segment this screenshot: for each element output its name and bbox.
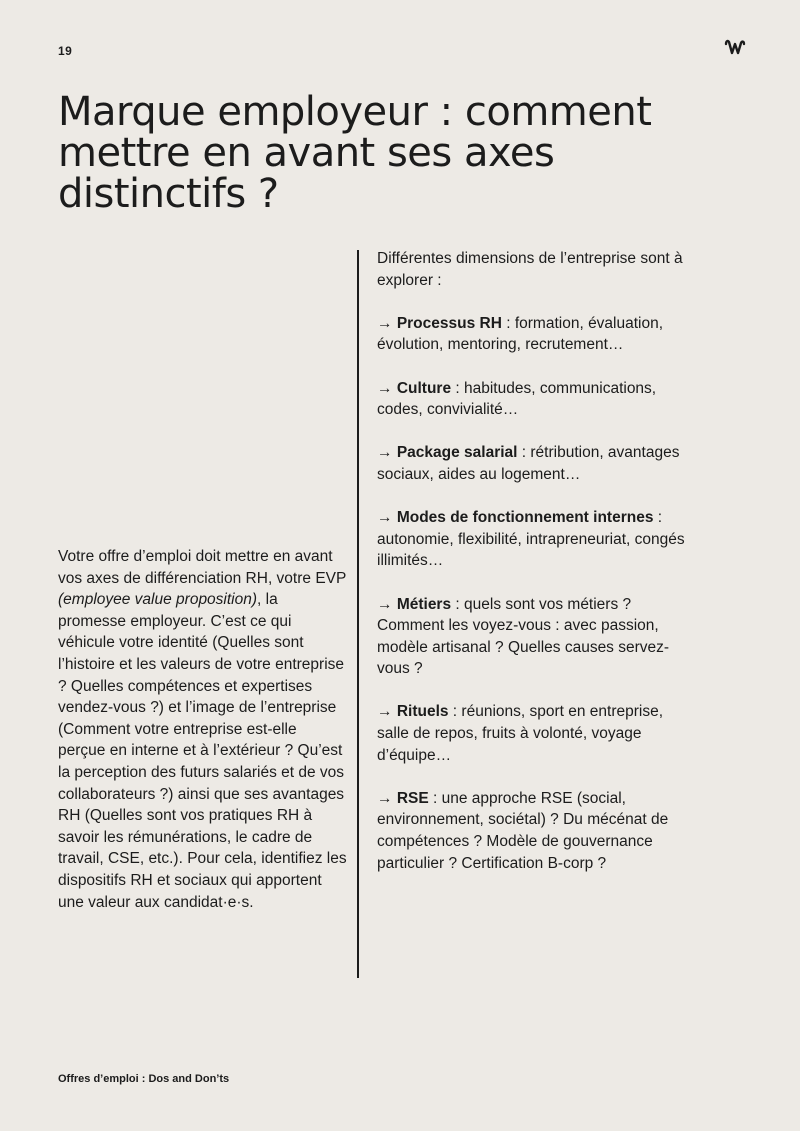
dimension-text: : réunions, sport en entreprise, salle de repos, fruits à volonté, voyage d’équipe…	[377, 703, 664, 764]
dimension-item	[377, 594, 697, 680]
dimensions-intro: Différentes dimensions de l’entreprise sont à explorer :	[377, 250, 683, 289]
dimension-label: Package salarial	[396, 444, 518, 462]
w-brand-logo-icon	[724, 38, 746, 58]
evp-paragraph	[58, 546, 348, 913]
title-line: Marque employeur : comment	[58, 89, 652, 135]
dimension-item	[377, 313, 697, 356]
evp-text-end: , la promesse employeur. C’est ce qui véhicule votre identité (Quelles sont l’histoire et les valeurs de votre entreprise ? Quelles compétences et expertises vendez-vous ?) et l’image de l’entreprise (Comment votre entreprise est-elle perçue en interne et à l’extérieur ? Qu’est la perception des futurs salariés et de vos collaborateurs ?) ainsi que ses avantages RH (Quelles sont vos pratiques RH à savoir les rémunérations, le cadre de travail, CSE, etc.). Pour cela, identifiez les dispositifs RH et sociaux qui apportent une valeur aux candidat·e·s.	[58, 591, 347, 911]
dimension-label: Culture	[396, 379, 452, 397]
dimension-text: : autonomie, flexibilité, intrapreneuriat, congés illimités…	[377, 509, 685, 570]
dimension-text: : rétribution, avantages sociaux, aides au logement…	[377, 444, 680, 483]
arrow-icon: →	[377, 509, 393, 527]
dimension-item	[377, 378, 697, 421]
evp-text-start: Votre offre d’emploi doit mettre en avant vos axes de différenciation RH, votre EVP	[58, 548, 347, 587]
page-title	[58, 89, 698, 217]
dimension-label: RSE	[396, 789, 429, 807]
dimension-text: : quels sont vos métiers ? Comment les voyez-vous : avec passion, modèle artisanal ? Quelles causes servez-vous ?	[377, 595, 670, 678]
title-line: mettre en avant ses axes	[58, 130, 555, 176]
arrow-icon: →	[377, 314, 393, 332]
dimension-item	[377, 788, 697, 874]
left-column	[58, 546, 348, 913]
dimension-label: Métiers	[396, 595, 452, 613]
dimension-text: : habitudes, communications, codes, convivialité…	[377, 379, 657, 419]
arrow-icon: →	[377, 789, 393, 807]
document-footer: Offres d’emploi : Dos and Don’ts	[58, 1073, 230, 1085]
dimension-text: : formation, évaluation, évolution, mentoring, recrutement…	[377, 314, 664, 354]
dimension-label: Modes de fonctionnement internes	[396, 509, 654, 527]
arrow-icon: →	[377, 595, 393, 613]
arrow-icon: →	[377, 703, 393, 721]
dimension-label: Processus RH	[396, 314, 502, 332]
right-column	[377, 248, 697, 896]
column-divider	[357, 250, 359, 978]
title-line: distinctifs ?	[58, 171, 279, 217]
evp-italic: (employee value proposition)	[58, 591, 258, 609]
dimension-label: Rituels	[396, 703, 449, 721]
dimension-text: : une approche RSE (social, environnement, sociétal) ? Du mécénat de compétences ? Modèle de gouvernance particulier ? Certification B-corp ?	[377, 789, 669, 872]
dimension-item	[377, 442, 697, 485]
arrow-icon: →	[377, 379, 393, 397]
dimension-item	[377, 701, 697, 766]
dimension-item	[377, 507, 697, 572]
arrow-icon: →	[377, 444, 393, 462]
page-number: 19	[58, 44, 73, 58]
